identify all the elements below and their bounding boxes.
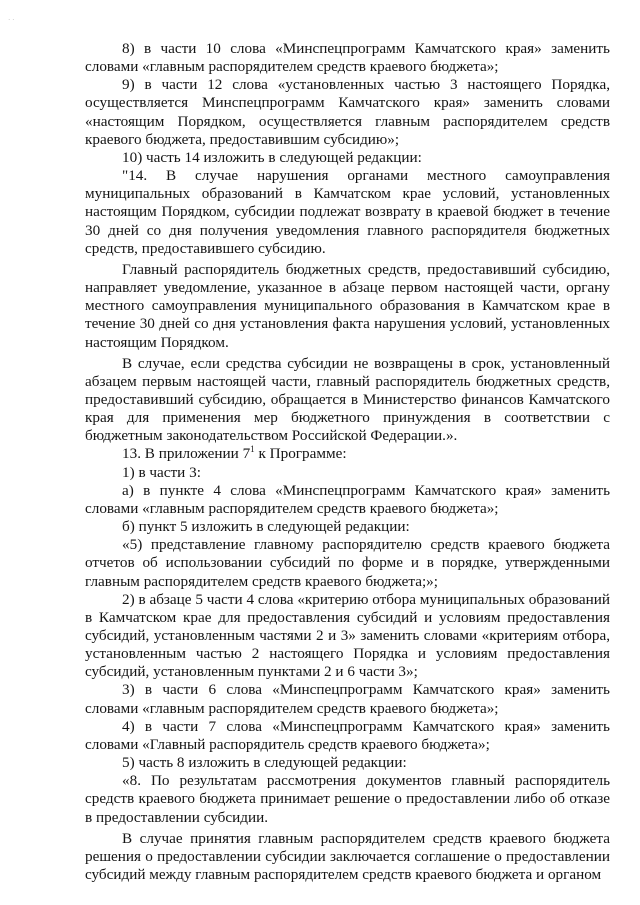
paragraph-13-5: 5) часть 8 изложить в следующей редакции:	[122, 754, 407, 772]
item-13-prefix: 13. В приложении 7	[122, 445, 251, 463]
paragraph-part-14: "14. В случае нарушения органами местного самоуправления муниципальных образований в Камчатском крае условий, установленных настоящим Порядком, субсидии подлежат возврату в краевой бюджет в течение 30 дней со дня получения уведомления главного распорядителя бюджетных средств, предоставившего субсидию.	[85, 167, 610, 257]
paragraph-13-3: 3) в части 6 слова «Минспецпрограмм Камчатского края» заменить словами «главным распорядителем средств краевого бюджета»;	[85, 681, 610, 717]
paragraph-13-2: 2) в абзаце 5 части 4 слова «критерию отбора муниципальных образований в Камчатском крае для предоставления субсидий и условиям предоставления субсидий, установленным частями 2 и 3» заменить словами «критериям отбора, установленным частью 2 настоящего Порядка и условиям предоставления субсидий, установленным пунктами 2 и 6 части 3»;	[85, 590, 610, 681]
paragraph-item-8: 8) в части 10 слова «Минспецпрограмм Камчатского края» заменить словами «главным распорядителем средств краевого бюджета»;	[85, 40, 610, 76]
paragraph-agreement: В случае принятия главным распорядителем средств краевого бюджета решения о предоставлении субсидии заключается соглашение о предоставлении субсидий между главным распорядителем средств краевого бюджета и органом	[85, 829, 610, 884]
paragraph-item-10: 10) часть 14 изложить в следующей редакции:	[122, 148, 422, 166]
document-body	[85, 40, 610, 884]
item-13-superscript: 1	[250, 444, 255, 455]
paragraph-enforcement: В случае, если средства субсидии не возвращены в срок, установленный абзацем первым настоящей части, главный распорядитель бюджетных средств, предоставивший субсидию, обращается в Министерство финансов Камчатского края для применения мер бюджетного принуждения в соответствии с бюджетным законодательством Российской Федерации.».	[85, 354, 610, 445]
item-13-suffix: к Программе:	[254, 445, 347, 463]
paragraph-13-1-a: а) в пункте 4 слова «Минспецпрограмм Камчатского края» заменить словами «главным распорядителем средств краевого бюджета»;	[85, 481, 610, 517]
paragraph-item-13	[85, 445, 610, 463]
paragraph-13-1: 1) в части 3:	[122, 463, 201, 481]
paragraph-notification: Главный распорядитель бюджетных средств, предоставивший субсидию, направляет уведомление, указанное в абзаце первом настоящей части, органу местного самоуправления муниципального образования в Камчатском крае в течение 30 дней со дня установления факта нарушения условий, установленных настоящим Порядком.	[85, 260, 610, 351]
scan-corner-mark: · ·	[8, 16, 15, 24]
paragraph-quoted-5: «5) представление главному распорядителю средств краевого бюджета отчетов об использовании субсидий по форме и в порядке, утвержденными главным распорядителем средств краевого бюджета;»;	[85, 536, 610, 590]
paragraph-13-1-b: б) пункт 5 изложить в следующей редакции:	[122, 518, 410, 536]
paragraph-13-4: 4) в части 7 слова «Минспецпрограмм Камчатского края» заменить словами «Главный распорядитель средств краевого бюджета»;	[85, 717, 610, 753]
paragraph-quoted-8: «8. По результатам рассмотрения документов главный распорядитель средств краевого бюджета принимает решение о предоставлении либо об отказе в предоставлении субсидии.	[85, 772, 610, 826]
paragraph-item-9: 9) в части 12 слова «установленных частью 3 настоящего Порядка, осуществляется Минспецпрограмм Камчатского края» заменить словами «настоящим Порядком, осуществляется главным распорядителем средств краевого бюджета, предоставившим субсидию»;	[85, 76, 610, 148]
